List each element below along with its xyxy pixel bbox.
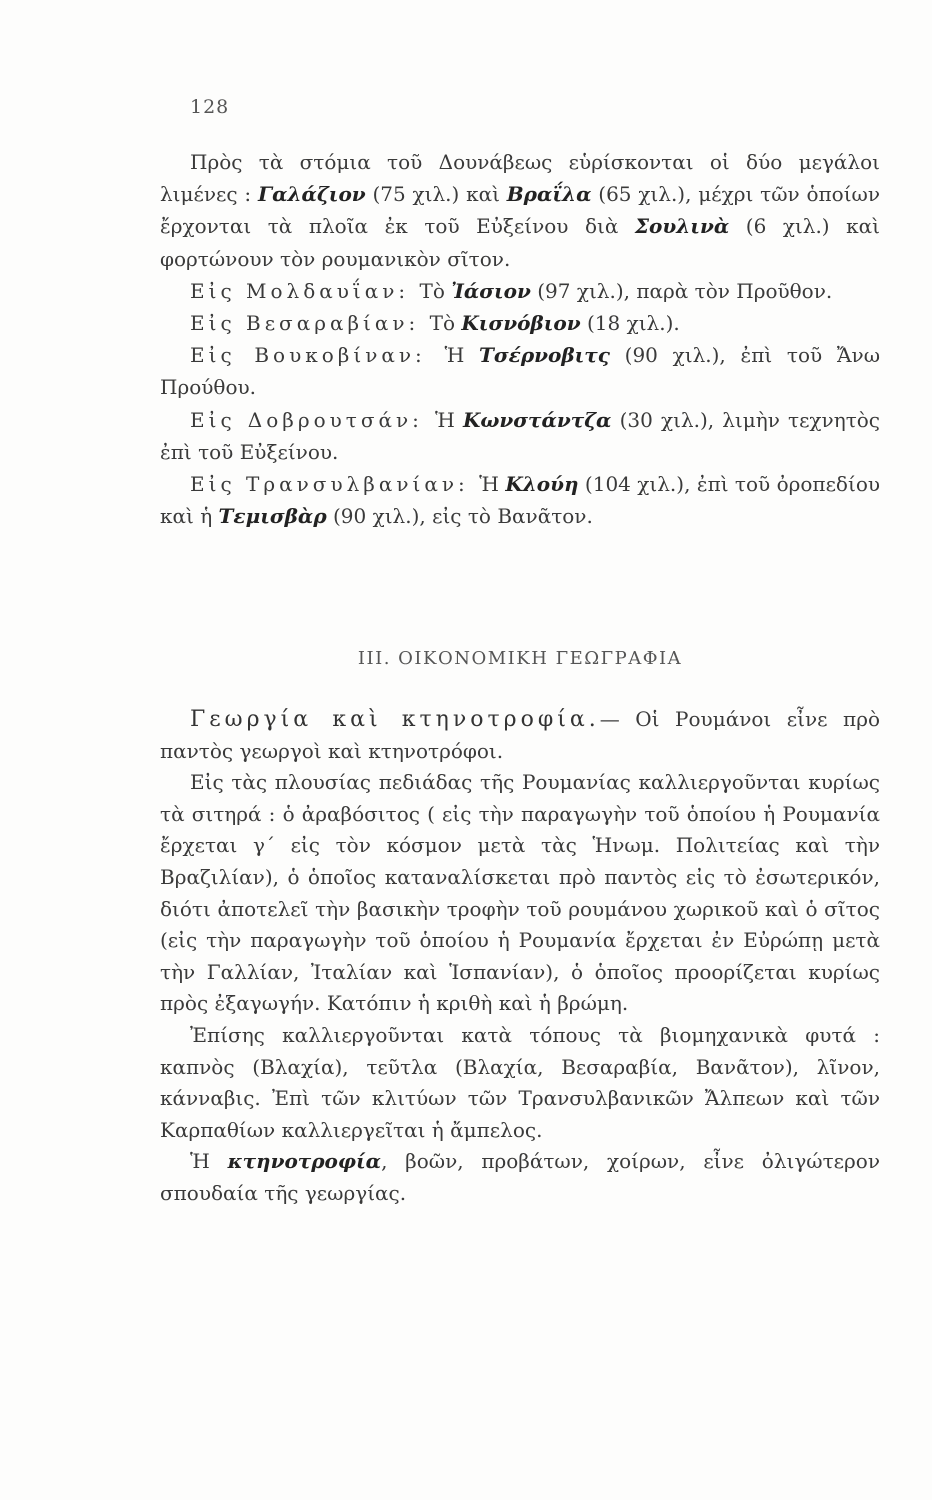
bukovina-article: Ἡ [444, 343, 480, 368]
industrial-crops-paragraph: Ἐπίσης καλλιεργοῦνται κατὰ τόπους τὰ βιομηχανικὰ φυτά : καπνὸς (Βλαχία), τεῦτλα (Βλαχία, Βεσαραβία, Βανᾶτον), λῖνον, κάνναβις. Ἐπὶ τῶν κλιτύων τῶν Τρανσυλβανικῶν Ἄλπεων καὶ τῶν Καρπαθίων καλλιεργεῖται ἡ ἄμπελος. [160, 1022, 880, 1142]
livestock-term: κτηνοτροφία [227, 1149, 382, 1174]
bessarabia-article: Τὸ [429, 311, 462, 336]
ports-intro-text-4: (6 χιλ.) καὶ φορτώνουν τὸν ρουμανικὸν σῖτον. [160, 214, 880, 271]
dobruja-region-label: Εἰς Δοβρουτσάν: [190, 407, 436, 432]
bessarabia-detail: (18 χιλ.). [580, 311, 680, 336]
ports-intro-text-1: Πρὸς τὰ στόμια τοῦ Δουνάβεως εὑρίσκονται οἱ δύο μεγάλοι λιμένες : [160, 150, 880, 207]
city-name-iasi: Ἰάσιον [451, 278, 531, 303]
city-name-kishinev: Κισνόβιον [461, 311, 581, 336]
bukovina-paragraph [160, 339, 880, 403]
moldavia-detail: (97 χιλ.), παρὰ τὸν Προῦθον. [530, 278, 833, 303]
dobruja-article: Ἡ [435, 407, 463, 432]
dobruja-detail: (30 χιλ.), λιμὴν τεχνητὸς ἐπὶ τοῦ Εὐξείνου. [160, 407, 880, 464]
section-title: ΙΙΙ. ΟΙΚΟΝΟΜΙΚΗ ΓΕΩΓΡΑΦΙΑ [357, 648, 683, 669]
port-name-braila: Βραΐλα [506, 182, 592, 207]
bessarabia-region-label: Εἰς Βεσαραβίαν: [190, 311, 430, 336]
ports-intro-text-2: (75 χιλ.) καὶ [365, 182, 507, 207]
moldavia-paragraph [160, 275, 880, 307]
agriculture-intro-text: — Οἱ Ρουμάνοι εἶνε πρὸ παντὸς γεωργοὶ καὶ κτηνοτρόφοι. [160, 707, 880, 763]
city-name-constanta: Κωνστάντζα [462, 407, 612, 432]
city-name-timisoara: Τεμισβὰρ [218, 504, 327, 529]
ports-intro-text-3: (65 χιλ.), μέχρι τῶν ὁποίων ἔρχονται τὰ πλοῖα ἐκ τοῦ Εὐξείνου διὰ [160, 182, 881, 239]
agriculture-heading: Γεωργία καὶ κτηνοτροφία. [190, 707, 600, 732]
livestock-article: Ἡ [190, 1149, 228, 1174]
moldavia-article: Τὸ [419, 278, 452, 303]
economic-geography-section [160, 704, 880, 1210]
moldavia-region-label: Εἰς Μολδαυΐαν: [190, 278, 420, 303]
city-name-cluj: Κλούη [505, 472, 579, 497]
transylvania-paragraph [160, 468, 880, 532]
city-name-chernivtsi: Τσέρνοβιτς [479, 343, 610, 368]
bessarabia-paragraph [160, 307, 880, 339]
dobruja-paragraph [160, 404, 880, 468]
transylvania-region-label: Εἰς Τρανσυλβανίαν: [190, 472, 480, 497]
transylvania-article: Ἡ [479, 472, 506, 497]
port-name-galatz: Γαλάζιον [257, 182, 366, 207]
livestock-paragraph [160, 1146, 880, 1209]
page-number: 128 [190, 96, 230, 118]
bukovina-detail: (90 χιλ.), ἐπὶ τοῦ Ἄνω Προύθου. [160, 343, 881, 400]
livestock-text: , βοῶν, προβάτων, χοίρων, εἶνε ὀλιγώτερον σπουδαία τῆς γεωργίας. [160, 1149, 880, 1205]
crops-paragraph: Εἰς τὰς πλουσίας πεδιάδας τῆς Ρουμανίας καλλιεργοῦνται κυρίως τὰ σιτηρά : ὁ ἀραβόσιτος ( εἰς τὴν παραγωγὴν τοῦ ὁποίου ἡ Ρουμανία ἔρχεται γ΄ εἰς τὸν κόσμον μετὰ τὰς Ἡνωμ. Πολιτείας καὶ τὴν Βραζιλίαν), ὁ ὁποῖος καταναλίσκεται πρὸ παντὸς εἰς τὸ ἐσωτερικόν, διότι ἀποτελεῖ τὴν βασικὴν τροφὴν τοῦ ρουμάνου χωρικοῦ καὶ ὁ σῖτος (εἰς τὴν παραγωγὴν τοῦ ὁποίου ἡ Ρουμανία ἔρχεται ἐν Εὐρώπῃ μετὰ τὴν Γαλλίαν, Ἰταλίαν καὶ Ἱσπανίαν), ὁ ὁποῖος προορίζεται κυρίως πρὸς ἐξαγωγήν. Κατόπιν ἡ κριθὴ καὶ ἡ βρώμη. [160, 770, 880, 1016]
transylvania-detail-2: (90 χιλ.), εἰς τὸ Βανᾶτον. [326, 504, 593, 529]
bukovina-region-label: Εἰς Βουκοβίναν: [190, 343, 445, 368]
port-name-sulina: Σουλινὰ [634, 214, 730, 239]
ports-intro-paragraph [160, 146, 880, 275]
agriculture-intro-paragraph [160, 704, 880, 767]
transylvania-detail-1: (104 χιλ.), ἐπὶ τοῦ ὀροπεδίου καὶ ἡ [160, 472, 881, 529]
ports-section [160, 146, 880, 532]
